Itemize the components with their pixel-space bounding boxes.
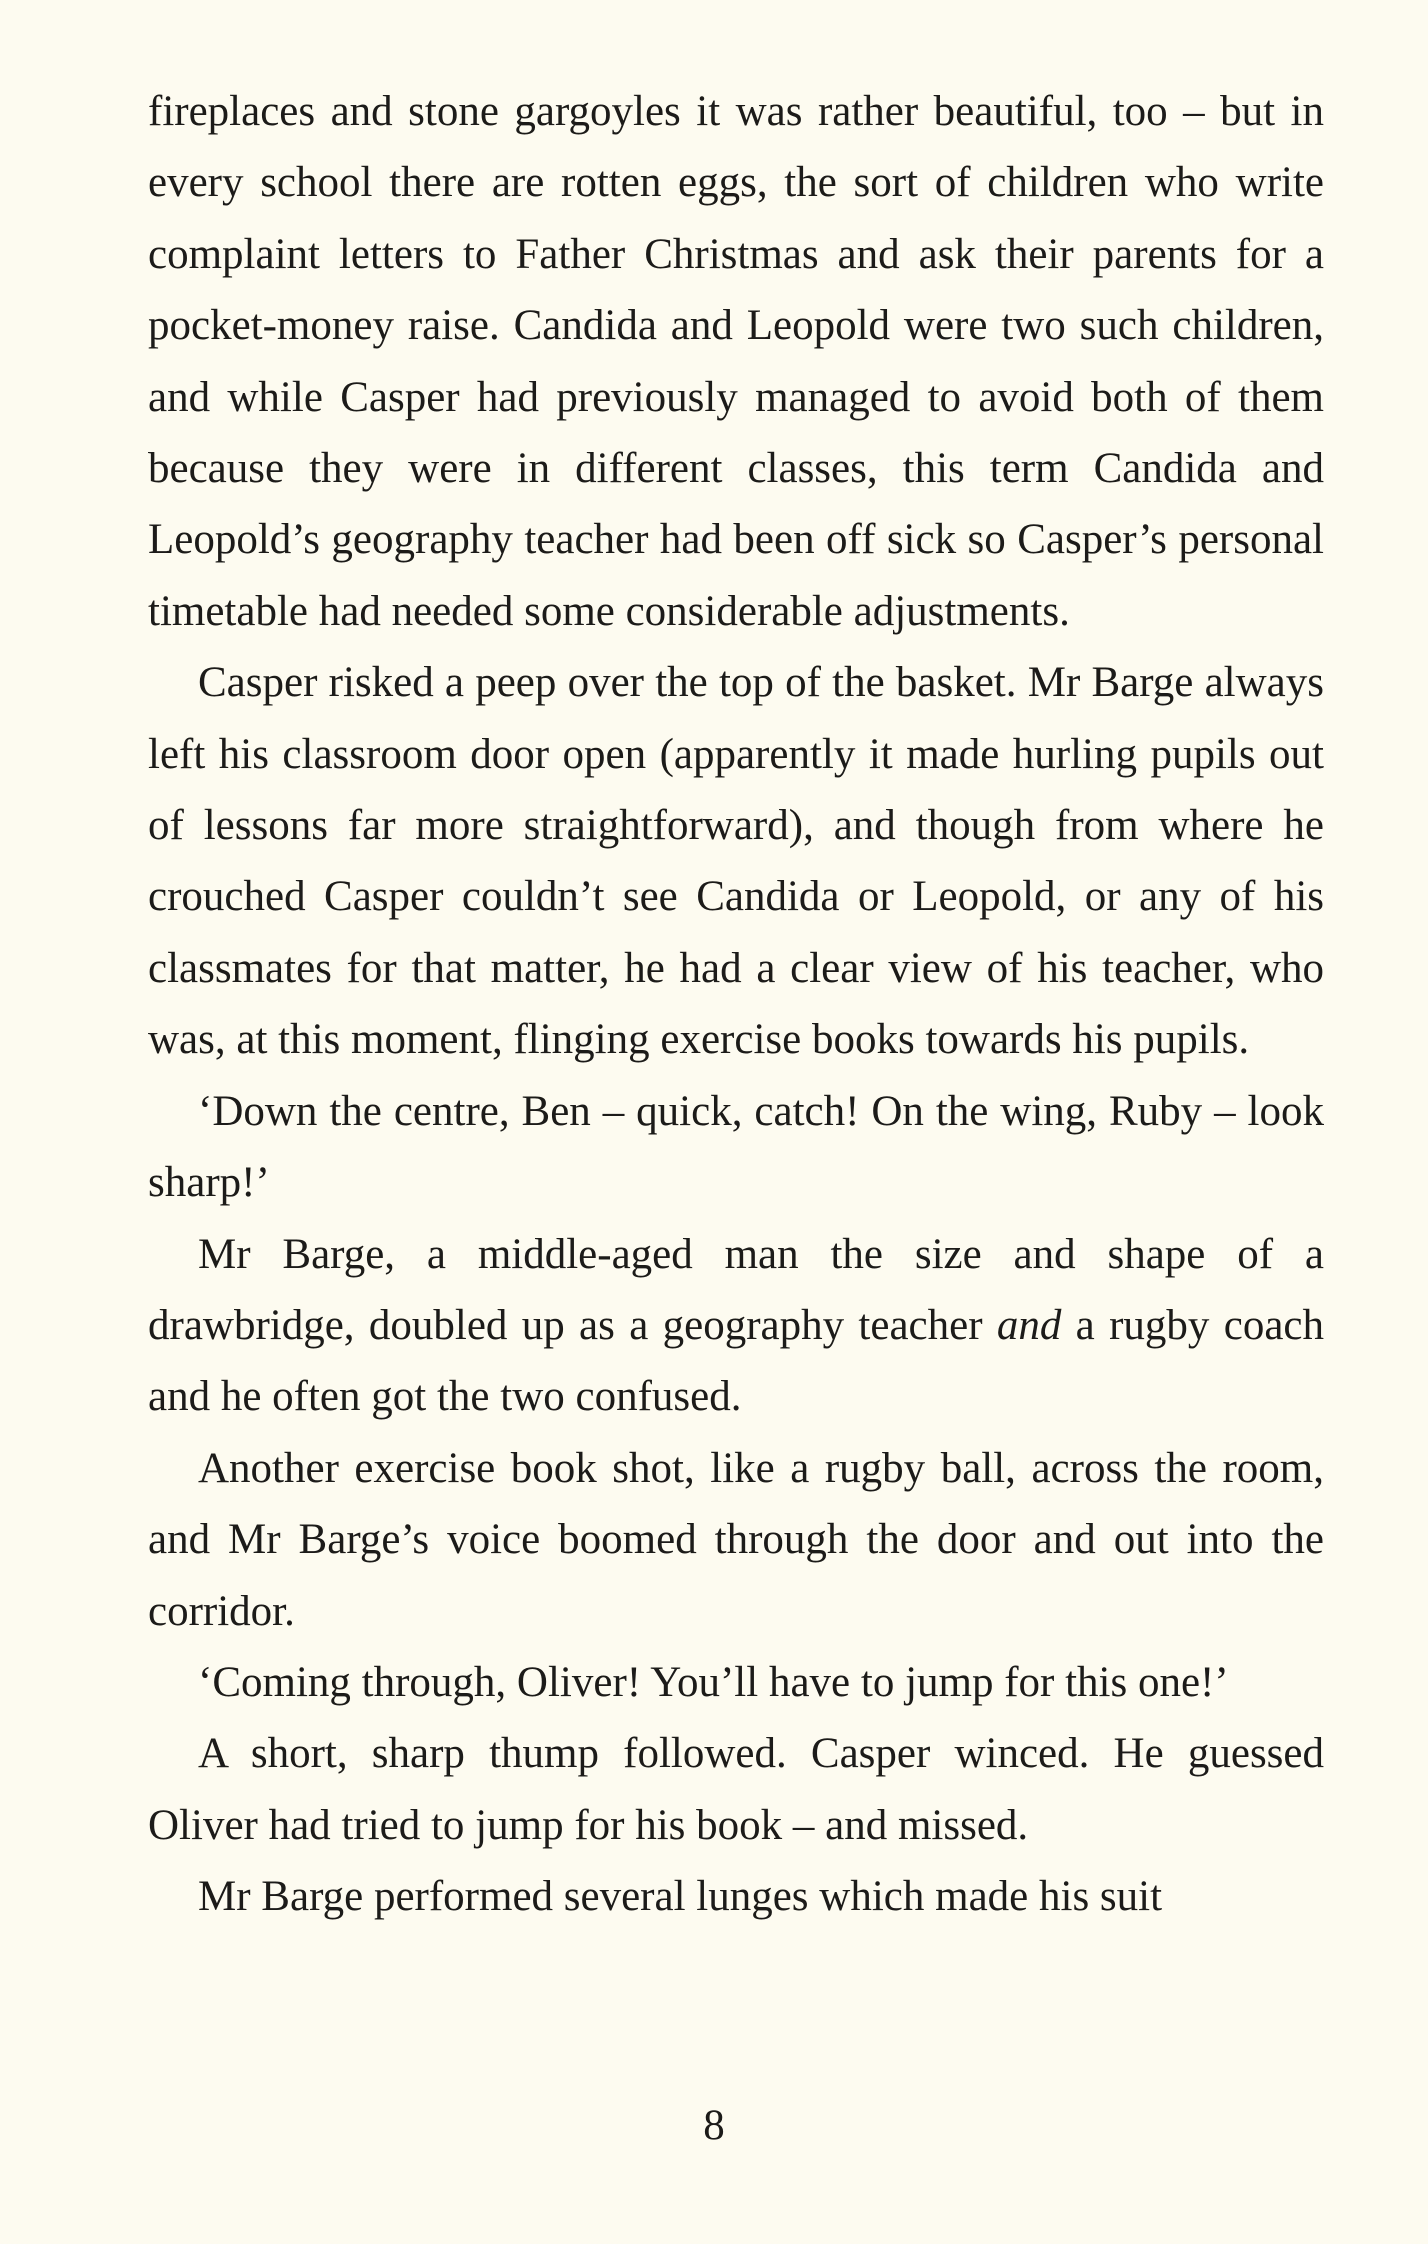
page-number: 8: [703, 2102, 725, 2149]
paragraph-6: ‘Coming through, Oliver! You’ll have to jump for this one!’: [198, 1658, 1229, 1706]
paragraph-8: Mr Barge performed several lunges which made his suit: [198, 1873, 1163, 1921]
paragraph-4-emphasis: and: [996, 1301, 1062, 1349]
paragraph-4: [148, 1219, 1324, 1433]
paragraph-4-start: Mr Barge, a middle-aged man the size and shape of a drawbridge, doubled up as a geography teacher: [148, 1230, 1324, 1349]
paragraph-5: Another exercise book shot, like a rugby ball, across the room, and Mr Barge’s voice boomed through the door and out into the corridor.: [148, 1444, 1324, 1635]
paragraph-7: A short, sharp thump followed. Casper winced. He guessed Oliver had tried to jump for his book – and missed.: [148, 1730, 1324, 1849]
paragraph-2: Casper risked a peep over the top of the basket. Mr Barge always left his classroom door open (apparently it made hurling pupils out of lessons far more straightforward), and though from where he crouched Casper couldn’t see Candida or Leopold, or any of his classmates for that matter, he had a clear view of his teacher, who was, at this moment, flinging exercise books towards his pupils.: [148, 659, 1324, 1064]
paragraph-1: fireplaces and stone gargoyles it was rather beautiful, too – but in every school there are rotten eggs, the sort of children who write complaint letters to Father Christmas and ask their parents for a pocket-money raise. Candida and Leopold were two such children, and while Casper had previously managed to avoid both of them because they were in different classes, this term Candida and Leopold’s geography teacher had been off sick so Casper’s personal timetable had needed some considerable adjustments.: [148, 88, 1324, 635]
paragraph-3: ‘Down the centre, Ben – quick, catch! On the wing, Ruby – look sharp!’: [148, 1087, 1324, 1207]
page-body: [148, 76, 1324, 1933]
paragraph-4-end: a rugby coach and he often got the two confused.: [148, 1301, 1324, 1421]
